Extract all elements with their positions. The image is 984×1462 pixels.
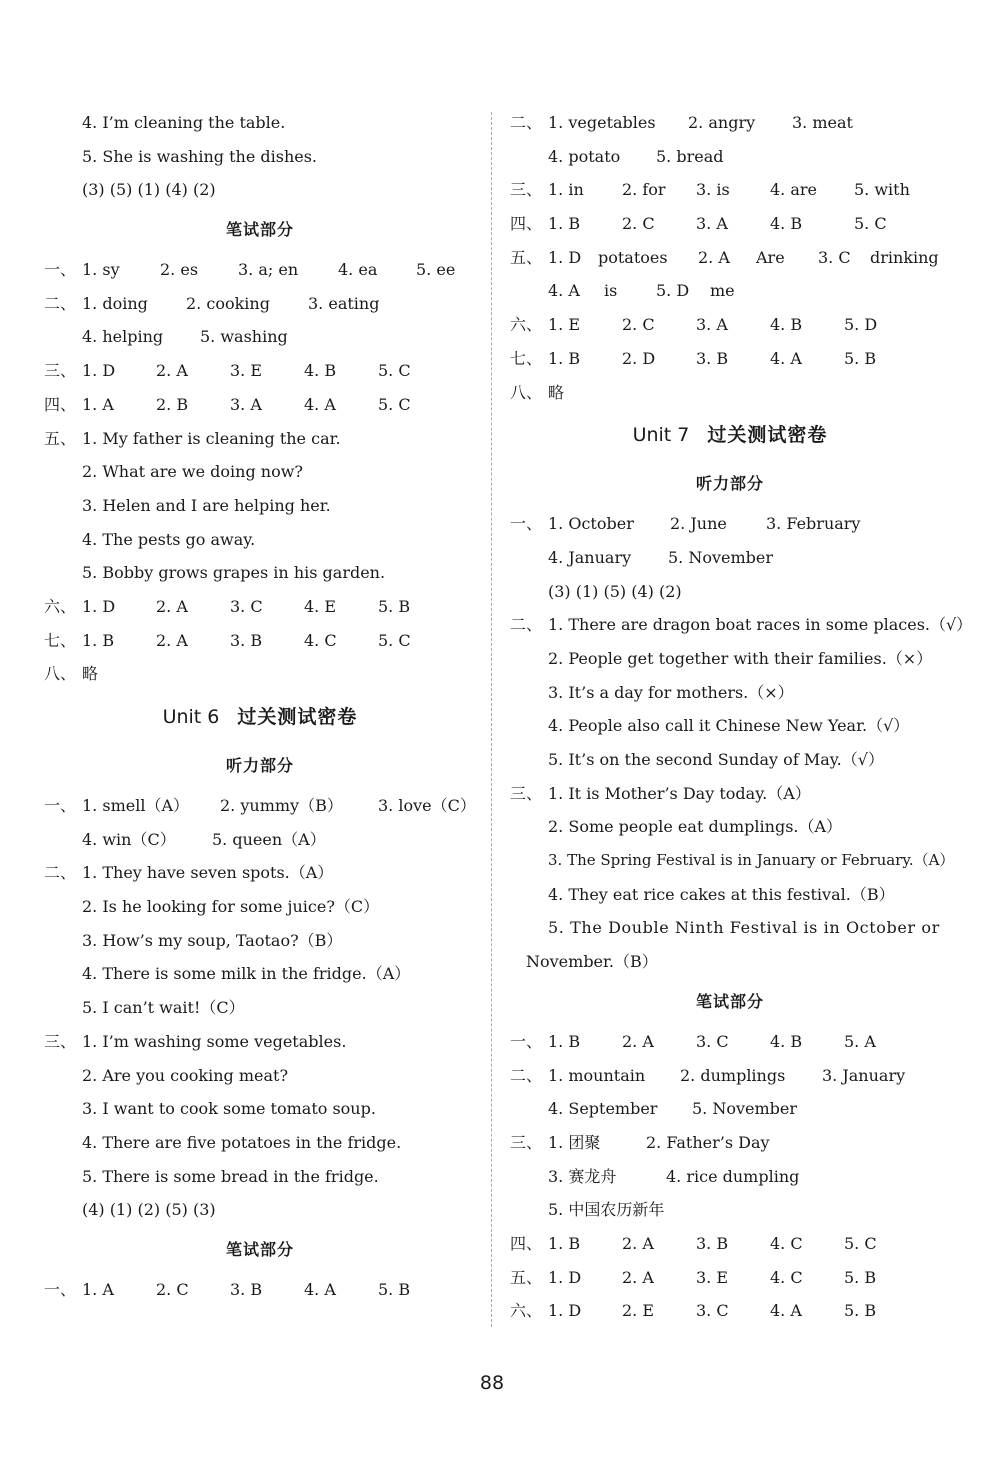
answer-row [44,388,476,422]
answer-line: 2. Is he looking for some juice?（C） [82,897,380,917]
answer: 3. B [230,630,263,650]
right-column [510,106,973,1328]
answer: 2. A [622,1267,654,1287]
answer-line: 5. It’s on the second Sunday of May.（√） [548,750,884,769]
answer: 5. D [844,315,878,335]
answer: 3. a; en [238,260,299,280]
question-label: 五、 [44,428,77,448]
answer: 2. June [670,514,727,534]
answer: 5. washing [200,327,288,347]
answer-row [44,253,476,287]
answer: 5. C [844,1233,877,1253]
answer-row [510,241,950,275]
answer: 3. E [696,1267,729,1287]
question-label: 四、 [44,394,77,414]
answer-row [510,507,950,541]
question-label: 六、 [44,596,77,616]
answer: 3. February [766,514,861,534]
question-label: 三、 [510,180,543,200]
answer: 3. eating [308,293,380,313]
answer: 1. B [548,214,581,234]
answer: 4. helping [82,327,164,347]
column-divider [491,112,492,1327]
question-label: 三、 [510,1132,543,1152]
answer: 2. A [156,630,188,650]
answer-line: 2. People get together with their families.（×） [548,648,933,668]
answer-line: 4. There is some milk in the fridge.（A） [82,964,411,984]
answer: 1. smell（A） [82,796,189,815]
answer: 2. yummy（B） [220,796,343,815]
answer: 2. es [160,260,199,280]
answer: 4. A [304,394,336,414]
answer: 1. in [548,180,584,200]
answer: 5. B [378,1279,411,1299]
answer-line: 3. Helen and I are helping her. [82,495,331,515]
question-label: 一、 [44,1279,77,1299]
answer-row [44,823,476,857]
answer: 1. A [82,394,114,414]
answer-line: November.（B） [526,952,658,972]
order-line: (4) (1) (2) (5) (3) [82,1200,216,1220]
answer-line: 3. The Spring Festival is in January or February.（A） [548,851,955,870]
question-label: 一、 [44,260,77,280]
answer: 4. are [770,180,818,200]
answer-line: 3. How’s my soup, Taotao?（B） [82,930,343,950]
answer: 4. A [770,348,802,368]
answer: drinking [870,247,939,267]
answer-row [44,422,476,456]
answer: 3. B [696,348,729,368]
answer: 略 [548,382,565,402]
answer: 3. C [230,596,263,616]
answer-row [44,1025,476,1059]
answer-row [510,1092,950,1126]
unit-name: Unit 6 [162,706,220,728]
answer: 1. D [548,1301,582,1321]
answer: 1. D [548,1267,582,1287]
answer: 2. C [156,1279,189,1299]
order-line: (3) (5) (1) (4) (2) [82,180,216,200]
answer: 略 [82,664,99,684]
answer: 3. E [230,361,263,381]
answer: 2. dumplings [680,1065,786,1085]
answer: 4. rice dumpling [666,1166,800,1186]
answer: 3. B [230,1279,263,1299]
answer-row [510,1160,950,1194]
answer: 5. C [378,361,411,381]
question-label: 五、 [510,1267,543,1287]
answer: 1. B [548,348,581,368]
answer: is [604,281,618,301]
answer: 1. October [548,514,634,534]
answer: 5. C [378,630,411,650]
answer: 2. cooking [186,293,270,313]
answer: 4. C [770,1267,803,1287]
answer: 4. potato [548,146,621,166]
answer: 3. C [696,1301,729,1321]
answer-line: 5. I can’t wait!（C） [82,998,245,1018]
answer-row [510,207,950,241]
answer: 1. D [82,361,116,381]
answer: 2. C [622,214,655,234]
answer: 3. A [230,394,262,414]
answer: 1. doing [82,293,148,313]
answer-line: 5. 中国农历新年 [548,1200,665,1220]
answer: 4. A [770,1301,802,1321]
question-label: 二、 [44,863,77,883]
answer-row [510,777,950,811]
answer-line: 4. I’m cleaning the table. [82,113,286,132]
page-number: 88 [479,1372,505,1394]
answer-row [510,1059,950,1093]
answer: 5. November [668,547,774,567]
answer: 1. I’m washing some vegetables. [82,1031,347,1051]
question-label: 七、 [510,348,543,368]
answer: 4. A [304,1279,336,1299]
answer: 2. A [156,596,188,616]
answer: 4. A [548,281,580,301]
question-label: 六、 [510,315,543,335]
question-label: 八、 [510,382,543,402]
answer: 2. A [156,361,188,381]
answer-line: 5. Bobby grows grapes in his garden. [82,563,386,583]
question-label: 五、 [510,247,543,267]
answer: 1. 团聚 [548,1132,601,1152]
section-heading-listening: 听力部分 [225,756,294,775]
answer-row [510,342,950,376]
answer-row [510,376,950,410]
answer-row [510,1025,950,1059]
answer-row [510,1126,950,1160]
answer-row [510,106,950,140]
answer: 1. B [548,1233,581,1253]
answer-line: 4. People also call it Chinese New Year.（√） [548,716,910,736]
unit-subtitle: 过关测试密卷 [707,424,828,447]
answer: 3. love（C） [378,796,476,815]
answer-row [44,1273,476,1307]
answer: 2. A [698,247,730,267]
answer: 5. queen（A） [212,829,326,849]
answer: 5. B [378,596,411,616]
answer: 1. They have seven spots.（A） [82,863,334,883]
answer: 4. September [548,1099,658,1119]
answer: 2. Father’s Day [646,1132,770,1152]
answer-row [510,308,950,342]
question-label: 八、 [44,664,77,684]
answer: 1. There are dragon boat races in some places.（√） [548,615,973,635]
answer: 1. sy [82,260,120,280]
answer: 1. B [548,1031,581,1051]
answer: 2. B [156,394,189,414]
answer: 1. D [548,247,582,267]
answer: 1. My father is cleaning the car. [82,428,341,448]
answer: 4. C [304,630,337,650]
answer: 2. angry [688,113,756,132]
answer: 5. C [378,394,411,414]
answer: 4. ea [338,260,378,280]
answer: 5. with [854,180,910,200]
question-label: 四、 [510,1233,543,1253]
question-label: 二、 [510,113,543,132]
answer: 5. A [844,1031,876,1051]
answer: 4. E [304,596,337,616]
answer: 2. C [622,315,655,335]
answer: 4. C [770,1233,803,1253]
answer: 3. January [822,1065,906,1085]
answer-row [510,1294,950,1328]
answer: 2. E [622,1301,655,1321]
answer: 1. mountain [548,1065,646,1085]
question-label: 七、 [44,630,77,650]
answer: 1. D [82,596,116,616]
answer-line: 5. The Double Ninth Festival is in October or [548,918,940,938]
answer: 1. E [548,315,581,335]
section-heading-written: 笔试部分 [225,1239,294,1259]
answer: 5. B [844,1267,877,1287]
answer-line: 4. The pests go away. [82,529,256,549]
answer-line: 3. I want to cook some tomato soup. [82,1099,376,1119]
unit-name: Unit 7 [632,424,690,447]
answer: 4. B [770,214,803,234]
answer-row [44,590,476,624]
answer: 2. for [622,180,666,200]
answer: 4. B [304,361,337,381]
left-column [44,106,476,1307]
answer: 1. B [82,630,115,650]
question-label: 二、 [510,615,543,635]
answer: 4. January [548,547,632,567]
question-label: 一、 [44,796,77,815]
question-label: 一、 [510,1031,543,1051]
answer-line: 3. It’s a day for mothers.（×） [548,682,794,702]
answer: me [710,281,735,301]
unit-6-title [44,691,476,743]
answer: 2. D [622,348,656,368]
answer: 2. A [622,1031,654,1051]
question-label: 四、 [510,214,543,234]
answer: 4. B [770,1031,803,1051]
answer-row [510,140,950,174]
question-label: 三、 [510,783,543,803]
answer-line: 4. There are five potatoes in the fridge. [82,1132,402,1152]
answer: 1. vegetables [548,113,656,132]
question-label: 三、 [44,1031,77,1051]
question-label: 六、 [510,1301,543,1321]
answer-line: 2. Some people eat dumplings.（A） [548,817,843,837]
question-label: 二、 [44,293,77,313]
answer: 3. C [818,247,851,267]
answer: 2. A [622,1233,654,1253]
answer: 3. C [696,1031,729,1051]
answer: potatoes [598,247,668,267]
answer: 3. B [696,1233,729,1253]
question-label: 一、 [510,514,543,534]
answer-row [44,354,476,388]
answer: 5. B [844,1301,877,1321]
section-heading-written: 笔试部分 [695,991,764,1011]
answer: 4. win（C） [82,829,176,849]
answer-row [510,1261,950,1295]
answer-line: 5. She is washing the dishes. [82,146,318,166]
answer-row [44,657,476,691]
section-heading-written: 笔试部分 [225,220,294,240]
answer: 5. ee [416,260,456,280]
answer: Are [756,247,785,267]
answer: 5. bread [656,146,724,166]
answer: 5. B [844,348,877,368]
answer-row [510,1227,950,1261]
section-heading-listening: 听力部分 [695,474,764,494]
question-label: 二、 [510,1065,543,1085]
answer: 3. A [696,315,728,335]
answer-line: 5. There is some bread in the fridge. [82,1166,379,1186]
answer: 3. meat [792,113,853,132]
answer-row [44,789,476,823]
answer: 1. It is Mother’s Day today.（A） [548,783,811,803]
answer: 1. A [82,1279,114,1299]
answer-line: 2. Are you cooking meat? [82,1065,289,1085]
answer-row [510,608,973,642]
answer: 3. A [696,214,728,234]
answer-row [510,173,950,207]
answer: 5. D [656,281,690,301]
answer-row [44,856,476,890]
answer: 3. is [696,180,730,200]
answer-row [44,287,476,321]
answer-row [510,541,950,575]
answer-row [510,274,950,308]
question-label: 三、 [44,361,77,381]
answer-row [44,320,476,354]
unit-7-title [510,409,950,461]
answer: 5. C [854,214,887,234]
unit-subtitle: 过关测试密卷 [237,706,358,728]
answer-row [44,624,476,658]
answer: 4. B [770,315,803,335]
answer-line: 4. They eat rice cakes at this festival.（B） [548,884,895,904]
answer: 5. November [692,1099,798,1119]
answer: 3. 赛龙舟 [548,1166,617,1186]
order-line: (3) (1) (5) (4) (2) [548,581,682,601]
answer-line: 2. What are we doing now? [82,462,303,482]
